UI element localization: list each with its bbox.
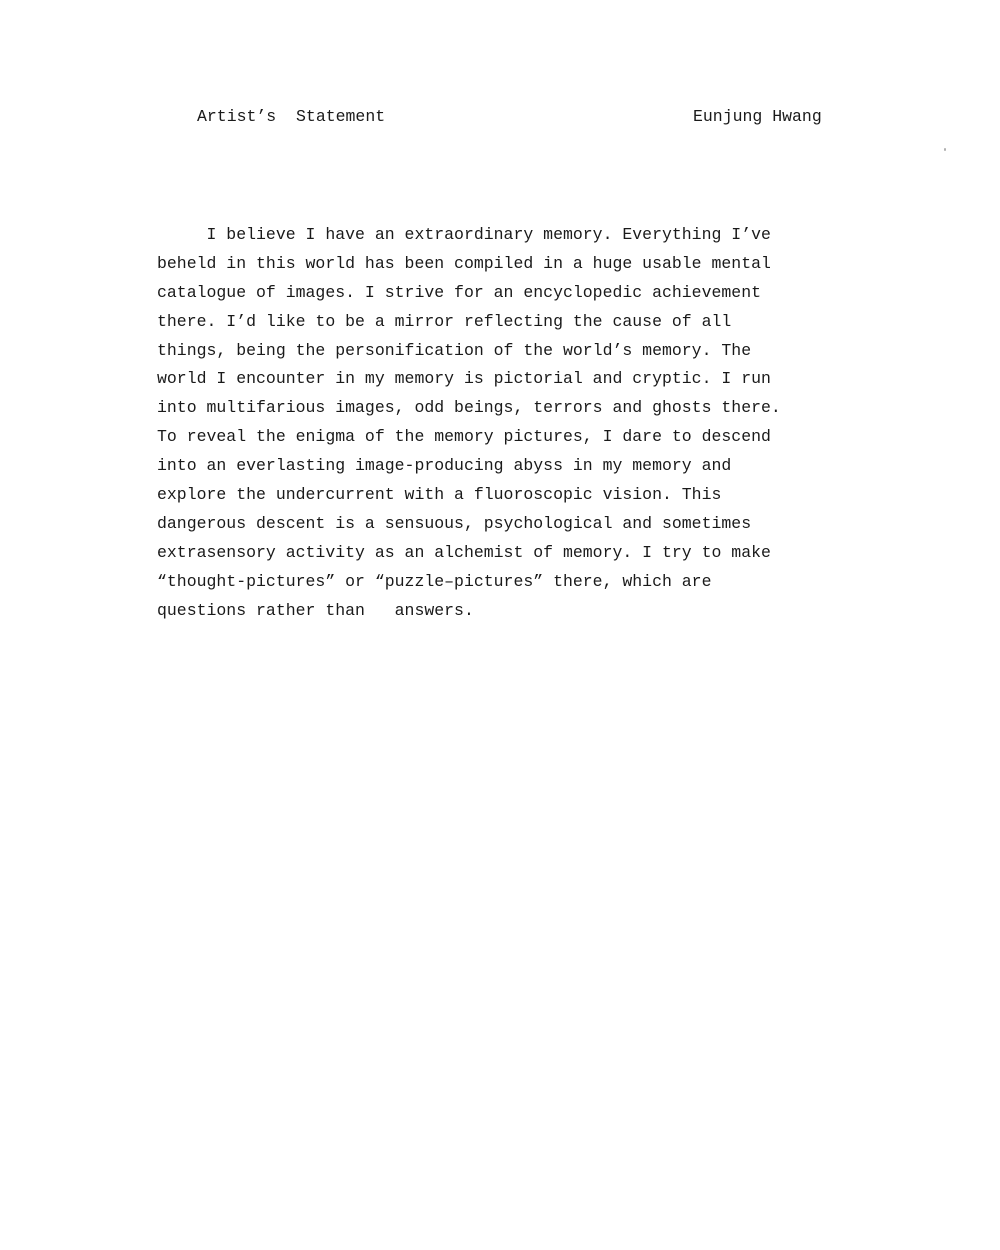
statement-line: questions rather than answers. — [157, 600, 474, 620]
statement-line: into an everlasting image-producing abyss in my memory and — [157, 456, 732, 476]
statement-line: I believe I have an extraordinary memory. Everything I’ve — [157, 225, 771, 244]
statement-line: explore the undercurrent with a fluoroscopic vision. This — [157, 485, 722, 505]
statement-line: catalogue of images. I strive for an encyclopedic achievement — [157, 282, 761, 302]
statement-line: “thought-pictures” or “puzzle–pictures” there, which are — [157, 571, 712, 591]
statement-line: dangerous descent is a sensuous, psychological and sometimes — [157, 513, 752, 533]
statement-line: things, being the personification of the world’s memory. The — [157, 340, 752, 360]
scan-speck — [944, 148, 946, 151]
document-title: Artist’s Statement — [197, 107, 386, 126]
statement-line: into multifarious images, odd beings, terrors and ghosts there. — [157, 398, 781, 418]
statement-line: there. I’d like to be a mirror reflecting the cause of all — [157, 311, 732, 331]
statement-body — [157, 221, 857, 625]
statement-line: extrasensory activity as an alchemist of memory. I try to make — [157, 542, 771, 562]
statement-line: beheld in this world has been compiled in a huge usable mental — [157, 253, 771, 273]
statement-line: world I encounter in my memory is pictorial and cryptic. I run — [157, 369, 771, 389]
author-name: Eunjung Hwang — [693, 107, 822, 126]
statement-line: To reveal the enigma of the memory pictures, I dare to descend — [157, 427, 771, 447]
